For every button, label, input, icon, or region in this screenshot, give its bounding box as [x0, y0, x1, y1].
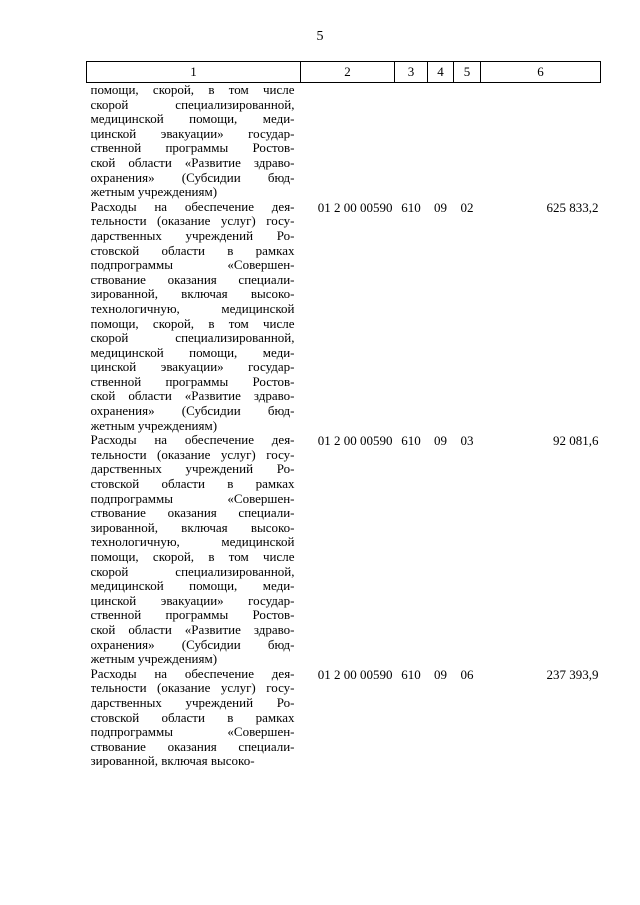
- desc-line: дарственных учреждений Ро-: [90, 695, 295, 710]
- row-description: [87, 667, 301, 769]
- budget-table: [86, 61, 601, 769]
- desc-line: ствование оказания специали-: [90, 739, 295, 754]
- column-header-3: 3: [395, 62, 428, 83]
- desc-line: ской области «Развитие здраво-: [90, 389, 295, 404]
- desc-line: помощи, скорой, в том числе: [90, 316, 295, 331]
- row-description: [87, 83, 301, 200]
- row-target-code: 01 2 00 00590: [317, 433, 393, 449]
- row-expense-type: 610: [401, 666, 421, 682]
- desc-line: жетным учреждениям): [90, 652, 218, 667]
- desc-line: тельности (оказание услуг) госу-: [90, 681, 295, 696]
- desc-line: зированной, включая высоко-: [90, 287, 295, 302]
- column-header-2: 2: [301, 62, 395, 83]
- desc-line: ствование оказания специали-: [90, 506, 295, 521]
- column-header-4: 4: [428, 62, 454, 83]
- desc-line: Расходы на обеспечение дея-: [90, 199, 295, 214]
- desc-line: цинской эвакуации» государ-: [90, 360, 295, 375]
- row-subsection: 06: [460, 666, 474, 682]
- row-target-code: 01 2 00 00590: [317, 199, 393, 215]
- column-header-1: 1: [87, 62, 301, 83]
- table-row: [87, 200, 601, 434]
- desc-line: скорой специализированной,: [90, 97, 295, 112]
- desc-line: подпрограммы «Совершен-: [90, 258, 295, 273]
- desc-line: охранения» (Субсидии бюд-: [90, 170, 295, 185]
- desc-line: ской области «Развитие здраво-: [90, 622, 295, 637]
- table-header-row: [87, 62, 601, 83]
- row-amount: 625 833,2: [546, 199, 599, 215]
- row-section: 09: [434, 433, 447, 449]
- desc-line: дарственных учреждений Ро-: [90, 462, 295, 477]
- row-expense-type: 610: [401, 199, 421, 215]
- desc-line: помощи, скорой, в том числе: [90, 550, 295, 564]
- desc-line: дарственных учреждений Ро-: [90, 228, 295, 243]
- row-amount: 237 393,9: [546, 666, 599, 682]
- desc-line: медицинской помощи, меди-: [90, 112, 295, 127]
- desc-line: Расходы на обеспечение дея-: [90, 666, 295, 681]
- desc-line: помощи, скорой, в том числе: [90, 83, 295, 97]
- desc-line: ственной программы Ростов-: [90, 141, 295, 156]
- row-section: 09: [434, 199, 447, 215]
- desc-line: подпрограммы «Совершен-: [90, 491, 295, 506]
- column-header-5: 5: [454, 62, 481, 83]
- desc-line: ственной программы Ростов-: [90, 608, 295, 623]
- row-description: [87, 200, 301, 434]
- desc-line: тельности (оказание услуг) госу-: [90, 214, 295, 229]
- desc-line: охранения» (Субсидии бюд-: [90, 404, 295, 419]
- row-subsection: 03: [460, 433, 474, 449]
- desc-line: медицинской помощи, меди-: [90, 345, 295, 360]
- table-row-continuation: [87, 83, 601, 200]
- desc-line: жетным учреждениям): [90, 418, 218, 433]
- desc-line: жетным учреждениям): [90, 185, 218, 200]
- desc-line: подпрограммы «Совершен-: [90, 725, 295, 740]
- table-body: [87, 83, 601, 769]
- desc-line: стовской области в рамках: [90, 243, 295, 258]
- row-subsection: 02: [460, 199, 474, 215]
- row-section: 09: [434, 666, 447, 682]
- desc-line: Расходы на обеспечение дея-: [90, 433, 295, 448]
- desc-line: скорой специализированной,: [90, 331, 295, 346]
- desc-line: технологичную, медицинской: [90, 301, 295, 316]
- row-expense-type: 610: [401, 433, 421, 449]
- row-amount: 92 081,6: [553, 433, 599, 449]
- desc-line: стовской области в рамках: [90, 710, 295, 725]
- row-target-code: 01 2 00 00590: [317, 666, 393, 682]
- desc-line: ствование оказания специали-: [90, 272, 295, 287]
- column-header-6: 6: [481, 62, 601, 83]
- desc-line: ской области «Развитие здраво-: [90, 155, 295, 170]
- desc-line: зированной, включая высоко-: [90, 754, 255, 769]
- row-description: [87, 433, 301, 667]
- page-number: 5: [316, 29, 324, 44]
- desc-line: ственной программы Ростов-: [90, 374, 295, 389]
- table-row: [87, 667, 601, 769]
- desc-line: охранения» (Субсидии бюд-: [90, 637, 295, 652]
- desc-line: скорой специализированной,: [90, 564, 295, 579]
- desc-line: тельности (оказание услуг) госу-: [90, 447, 295, 462]
- desc-line: цинской эвакуации» государ-: [90, 593, 295, 608]
- desc-line: стовской области в рамках: [90, 477, 295, 492]
- table-row: [87, 433, 601, 667]
- desc-line: технологичную, медицинской: [90, 535, 295, 550]
- desc-line: зированной, включая высоко-: [90, 520, 295, 535]
- desc-line: медицинской помощи, меди-: [90, 579, 295, 594]
- desc-line: цинской эвакуации» государ-: [90, 126, 295, 141]
